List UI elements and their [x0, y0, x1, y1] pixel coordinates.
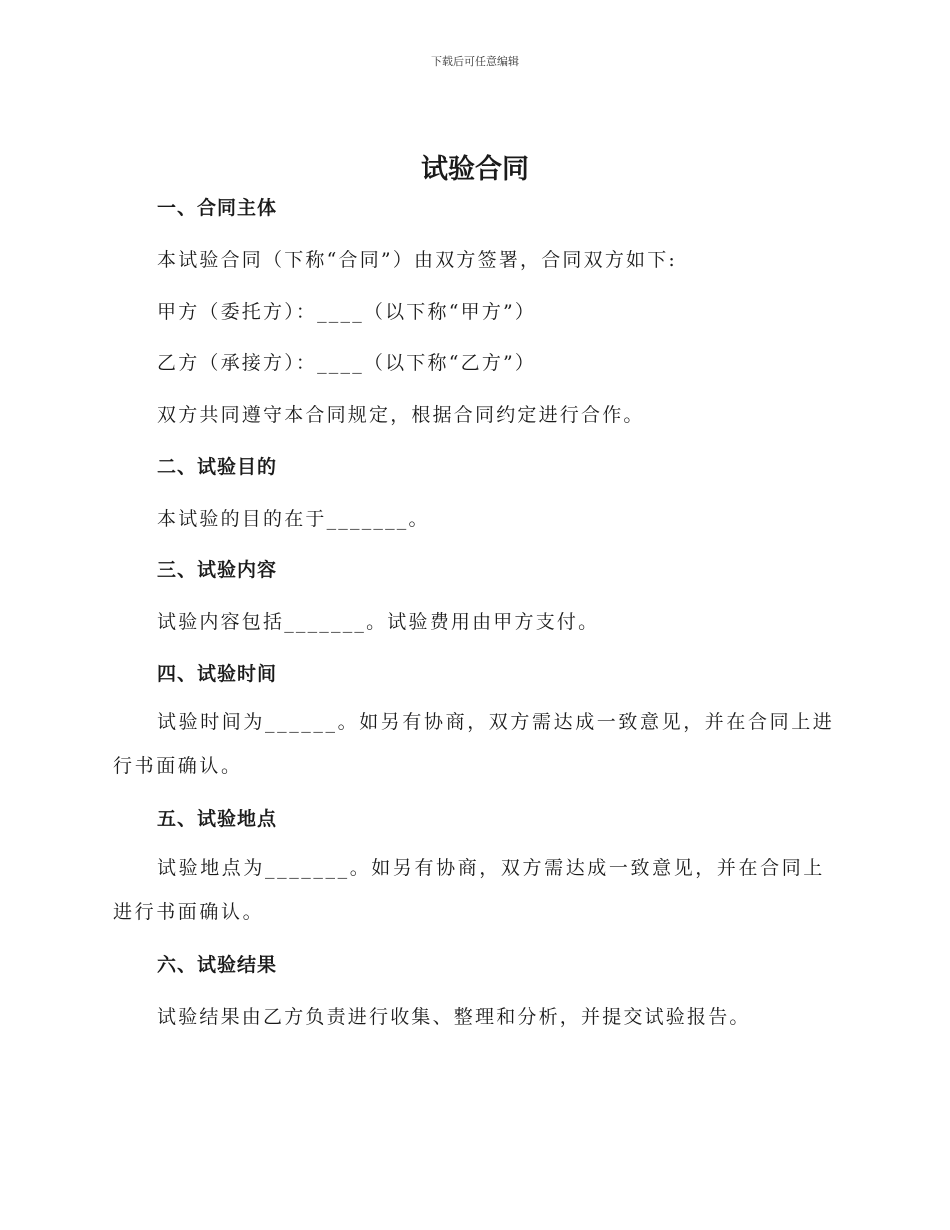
section-heading-purpose: 二、试验目的: [157, 456, 278, 478]
section-heading-location: 五、试验地点: [157, 808, 278, 830]
paragraph-party-a: 甲方（委托方）：____（以下称“甲方”）: [157, 301, 537, 323]
section-heading-result: 六、试验结果: [157, 954, 278, 976]
paragraph-purpose: 本试验的目的在于_______。: [157, 508, 430, 530]
section-heading-time: 四、试验时间: [157, 663, 278, 685]
header-note: 下载后可任意编辑: [431, 55, 519, 68]
paragraph-contract-intro: 本试验合同（下称“合同”）由双方签署，合同双方如下:: [157, 249, 678, 271]
paragraph-cooperation: 双方共同遵守本合同规定，根据合同约定进行合作。: [157, 404, 645, 426]
document-title: 试验合同: [421, 154, 529, 185]
paragraph-result: 试验结果由乙方负责进行收集、整理和分析，并提交试验报告。: [157, 1006, 751, 1028]
paragraph-time: 试验时间为______。如另有协商，双方需达成一致意见，并在合同上进行书面确认。: [113, 711, 835, 777]
paragraph-location: 试验地点为_______。如另有协商，双方需达成一致意见，并在合同上进行书面确认。: [113, 857, 825, 923]
paragraph-content: 试验内容包括_______。试验费用由甲方支付。: [157, 611, 600, 633]
section-heading-content: 三、试验内容: [157, 559, 278, 581]
paragraph-party-b: 乙方（承接方）：____（以下称“乙方”）: [157, 352, 537, 374]
section-heading-contract-parties: 一、合同主体: [157, 197, 278, 219]
